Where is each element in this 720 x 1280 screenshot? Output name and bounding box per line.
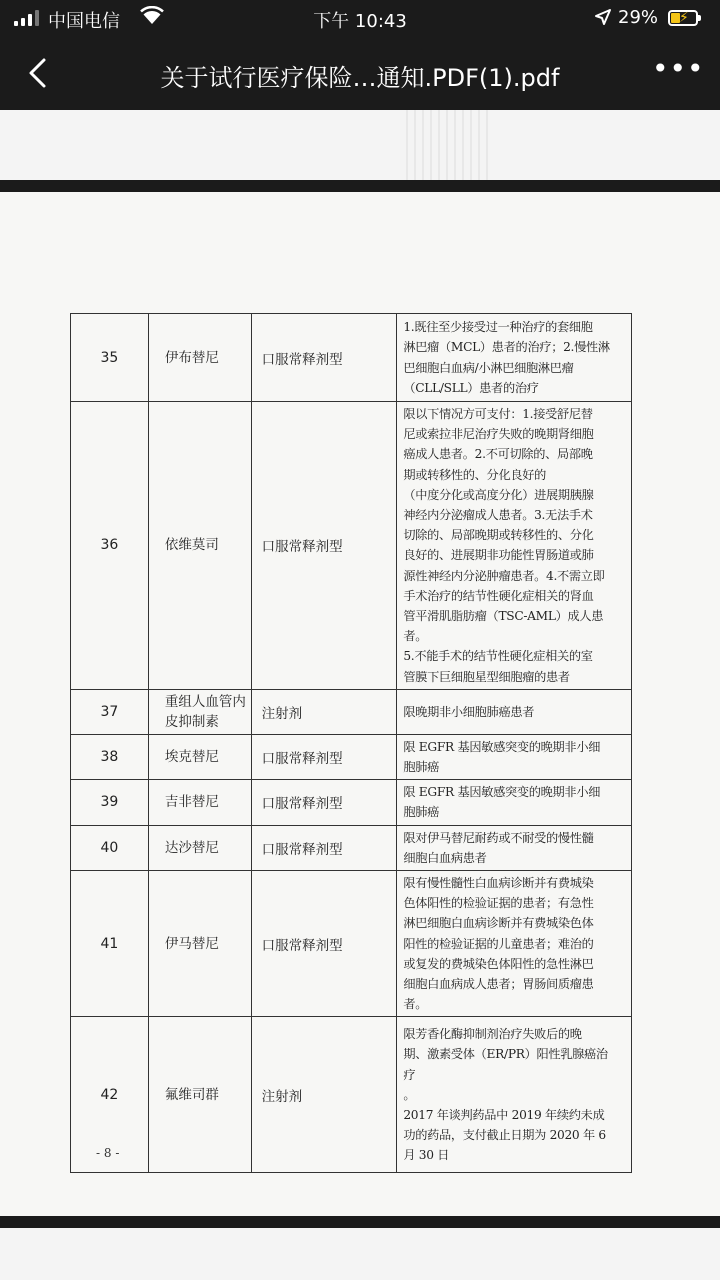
row-number: 42: [71, 1017, 149, 1173]
previous-page[interactable]: [0, 110, 720, 180]
row-number: 36: [71, 402, 149, 690]
payment-restriction: 限 EGFR 基因敏感突变的晚期非小细 胞肺癌: [397, 780, 632, 825]
battery-percent: 29%: [618, 7, 659, 28]
location-arrow-icon: [594, 8, 612, 31]
dosage-form: 口服常释剂型: [251, 314, 397, 402]
more-button[interactable]: [652, 52, 705, 92]
payment-restriction: 限晚期非小细胞肺癌患者: [397, 689, 632, 734]
row-number: 40: [71, 825, 149, 870]
drug-name: 达沙替尼: [148, 825, 251, 870]
pdf-page[interactable]: [0, 192, 720, 1216]
table-row: [71, 314, 632, 402]
page-separator: [0, 180, 720, 192]
row-number: 41: [71, 871, 149, 1017]
dosage-form: 口服常释剂型: [251, 825, 397, 870]
drug-name: 依维莫司: [148, 402, 251, 690]
dosage-form: 口服常释剂型: [251, 871, 397, 1017]
table-row: [71, 689, 632, 734]
table-row: [71, 825, 632, 870]
status-time: 下午 10:43: [313, 11, 407, 32]
drug-name: 伊马替尼: [148, 871, 251, 1017]
payment-restriction: 限芳香化酶抑制剂治疗失败后的晚 期、激素受体（ER/PR）阳性乳腺癌治 疗 。 2017 年谈判药品中 2019 年续约未成 功的药品，支付截止日期为 2020 年 6 月 30 日: [397, 1017, 632, 1173]
document-title: 关于试行医疗保险…通知.PDF(1).pdf: [160, 64, 560, 92]
carrier-name: 中国电信: [48, 11, 120, 32]
payment-restriction: 限 EGFR 基因敏感突变的晚期非小细 胞肺癌: [397, 734, 632, 779]
battery-charging-icon: ⚡: [668, 10, 698, 26]
next-page[interactable]: [0, 1228, 720, 1280]
table-row: [71, 871, 632, 1017]
drug-name: 伊布替尼: [148, 314, 251, 402]
nav-bar: [0, 36, 720, 110]
status-bar: [0, 0, 720, 36]
row-number: 35: [71, 314, 149, 402]
row-number: 38: [71, 734, 149, 779]
drug-name: 氟维司群: [148, 1017, 251, 1173]
table-row: [71, 1017, 632, 1173]
row-number: 39: [71, 780, 149, 825]
payment-restriction: 限有慢性髓性白血病诊断并有费城染 色体阳性的检验证据的患者；有急性 淋巴细胞白血病诊断并有费城染色体 阳性的检验证据的儿童患者；难治的 或复发的费城染色体阳性的急性淋巴 细胞白血病成人患者；胃肠间质瘤患 者。: [397, 871, 632, 1017]
payment-restriction: 1.既往至少接受过一种治疗的套细胞 淋巴瘤（MCL）患者的治疗；2.慢性淋 巴细胞白血病/小淋巴细胞淋巴瘤 （CLL/SLL）患者的治疗: [397, 314, 632, 402]
table-row: [71, 734, 632, 779]
dosage-form: 口服常释剂型: [251, 734, 397, 779]
dosage-form: 口服常释剂型: [251, 402, 397, 690]
dosage-form: 注射剂: [251, 1017, 397, 1173]
page-number: - 8 -: [96, 1146, 120, 1160]
back-button[interactable]: [22, 54, 56, 92]
dosage-form: 口服常释剂型: [251, 780, 397, 825]
chevron-left-icon: [22, 54, 56, 92]
payment-restriction: 限以下情况方可支付：1.接受舒尼替 尼或索拉非尼治疗失败的晚期肾细胞 癌成人患者。2.不可切除的、局部晚 期或转移性的、分化良好的 （中度分化或高度分化）进展期胰腺 神经内分泌瘤成人患者。3.无法手术 切除的、局部晚期或转移性的、分化 良好的、进展期非功能性胃肠道或肺 源性神经内分泌肿瘤患者。4.不需立即 手术治疗的结节性硬化症相关的肾血 管平滑肌脂肪瘤（TSC-AML）成人患者。 5.不能手术的结节性硬化症相关的室 管膜下巨细胞星型细胞瘤的患者: [397, 402, 632, 690]
drug-name: 埃克替尼: [148, 734, 251, 779]
more-icon: •••: [652, 52, 705, 85]
dosage-form: 注射剂: [251, 689, 397, 734]
table-row: [71, 402, 632, 690]
drug-table: [70, 313, 632, 1173]
drug-name: 吉非替尼: [148, 780, 251, 825]
table-row: [71, 780, 632, 825]
payment-restriction: 限对伊马替尼耐药或不耐受的慢性髓 细胞白血病患者: [397, 825, 632, 870]
drug-name: 重组人血管内皮抑制素: [148, 689, 251, 734]
page-separator: [0, 1216, 720, 1228]
row-number: 37: [71, 689, 149, 734]
